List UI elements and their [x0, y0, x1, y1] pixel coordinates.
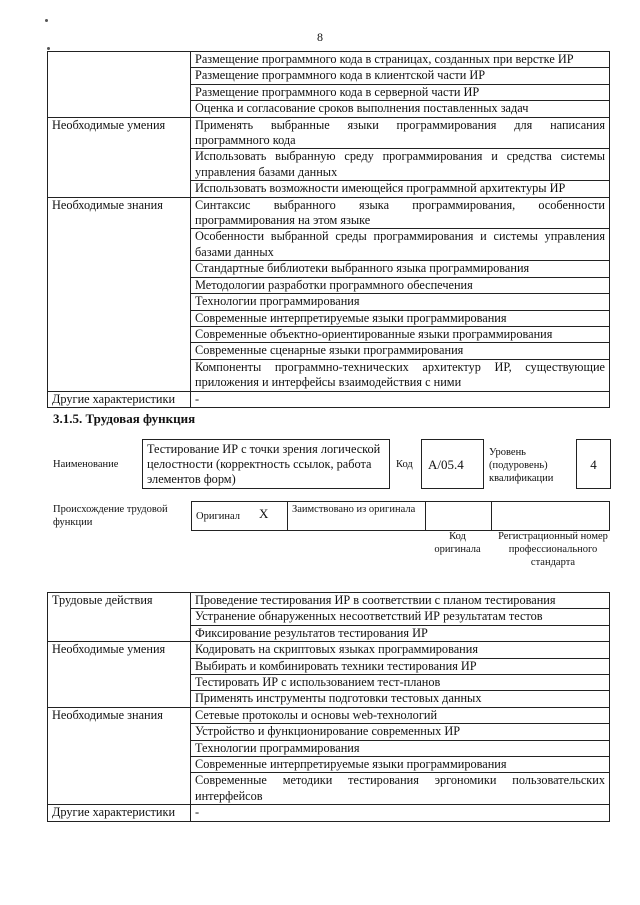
table-cell: Современные объектно-ориентированные языки программирования: [191, 326, 610, 342]
table-cell: Современные интерпретируемые языки программирования: [191, 757, 610, 773]
table-cell: Применять выбранные языки программирования для написания программного кода: [191, 117, 610, 149]
table-cell: Устранение обнаруженных несоответствий ИР результатам тестов: [191, 609, 610, 625]
table-row: [48, 707, 610, 723]
divider: [287, 502, 288, 530]
borrowed-label: Заимствовано из оригинала: [292, 504, 416, 515]
other-label: Другие характеристики: [48, 391, 191, 407]
table-row: [48, 197, 610, 229]
knowledge-label: Необходимые знания: [48, 197, 191, 391]
table-cell: Современные методики тестирования эргономики пользовательских интерфейсов: [191, 773, 610, 805]
divider: [425, 502, 426, 530]
actions-label: Трудовые действия: [48, 593, 191, 642]
table-cell: Использовать выбранную среду программирования и средства системы управления базами данных: [191, 149, 610, 181]
table-cell: Технологии программирования: [191, 294, 610, 310]
table-cell: Выбирать и комбинировать техники тестирования ИР: [191, 658, 610, 674]
function-code-box: A/05.4: [421, 439, 484, 489]
code-original-caption: Код оригинала: [434, 531, 481, 555]
table-cell: Современные интерпретируемые языки программирования: [191, 310, 610, 326]
scan-dot: [47, 47, 50, 50]
knowledge-label: Необходимые знания: [48, 707, 191, 804]
table-cell: Синтаксис выбранного языка программирования, особенности программирования на этом языке: [191, 197, 610, 229]
other-label: Другие характеристики: [48, 805, 191, 821]
table-cell: Фиксирование результатов тестирования ИР: [191, 625, 610, 641]
table-cell: Размещение программного кода в страницах, созданных при верстке ИР: [191, 52, 610, 68]
level-label: Уровень (подуровень) квалификации: [489, 447, 554, 484]
table-cell: Стандартные библиотеки выбранного языка программирования: [191, 261, 610, 277]
scan-dot: [45, 19, 48, 22]
function-name-box: Тестирование ИР с точки зрения логической целостности (корректность ссылок, работа элементов форм): [142, 439, 390, 489]
table-cell: -: [191, 805, 610, 821]
skills-label: Необходимые умения: [48, 642, 191, 708]
labor-function-table: [47, 592, 610, 822]
table-cell: Размещение программного кода в серверной части ИР: [191, 84, 610, 100]
name-label: Наименование: [53, 459, 119, 470]
reg-number-caption: Регистрационный номер профессионального стандарта: [498, 531, 608, 568]
table-row: [48, 117, 610, 149]
table-cell: Компоненты программно-технических архитектур ИР, существующие приложения и интерфейсы взаимодействия с ними: [191, 359, 610, 391]
table-row: [48, 593, 610, 609]
table-cell: Применять инструменты подготовки тестовых данных: [191, 691, 610, 707]
skills-label: Необходимые умения: [48, 117, 191, 197]
empty-label-cell: [48, 52, 191, 118]
divider: [491, 502, 492, 530]
table-cell: Кодировать на скриптовых языках программирования: [191, 642, 610, 658]
table-cell: Сетевые протоколы и основы web-технологий: [191, 707, 610, 723]
page-number: 8: [317, 30, 323, 44]
original-label: Оригинал: [196, 511, 240, 522]
table-row: [48, 642, 610, 658]
table-row: [48, 52, 610, 68]
table-cell: Устройство и функционирование современных ИР: [191, 724, 610, 740]
table-cell: Тестировать ИР с использованием тест-планов: [191, 675, 610, 691]
table-cell: Технологии программирования: [191, 740, 610, 756]
table-cell: Современные сценарные языки программирования: [191, 343, 610, 359]
table-cell: Использовать возможности имеющейся программной архитектуры ИР: [191, 181, 610, 197]
original-checkmark: X: [259, 506, 269, 521]
table-cell: Особенности выбранной среды программирования и системы управления базами данных: [191, 229, 610, 261]
table-cell: Размещение программного кода в клиентской части ИР: [191, 68, 610, 84]
table-cell: -: [191, 391, 610, 407]
level-box: 4: [576, 439, 611, 489]
table-cell: Оценка и согласование сроков выполнения поставленных задач: [191, 101, 610, 117]
section-heading: 3.1.5. Трудовая функция: [53, 411, 196, 426]
code-label: Код: [396, 459, 413, 470]
table-row: [48, 805, 610, 821]
origin-label: Происхождение трудовой функции: [53, 504, 168, 528]
table-cell: Методологии разработки программного обеспечения: [191, 277, 610, 293]
table-row: [48, 391, 610, 407]
table-cell: Проведение тестирования ИР в соответствии с планом тестирования: [191, 593, 610, 609]
competency-table-continued: [47, 51, 610, 408]
